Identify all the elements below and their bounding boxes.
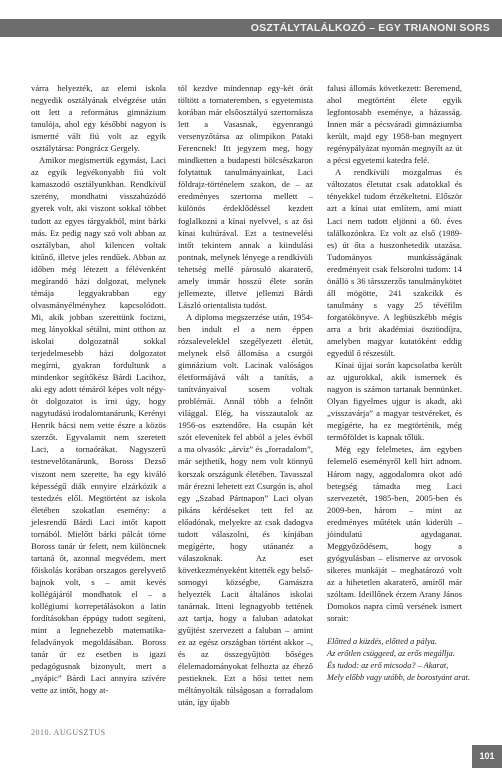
poem-line: Az erőtlen csüggeed, az erős megállja. — [327, 649, 455, 659]
paragraph: falusi állomás következett: Beremend, ahol megtörtént élete egyik legfontosabb eseménye, a házasság. Innen már a pécsváradi gimnáziumba került, majd egy 1958-ban megnyert regénypályázat nyomán megnyílt az út a pécsi egyetemi katedra felé. — [327, 83, 462, 166]
running-header-bar — [0, 19, 502, 37]
poem-line: És tudod: az erő micsoda? – Akarat, — [327, 661, 449, 671]
text-column-1 — [31, 82, 166, 696]
text-column-2 — [178, 82, 313, 708]
paragraph: várra helyezték, az elemi iskola negyedik osztályának elvégzése után ott lett a református gimnázium tanulója, ahol egy későbbi nagyon is ismertté vált fiú volt az egyik osztálytársa: Pongrácz Gergely. — [31, 83, 166, 154]
poem-line: Előtted a küzdés, előtted a pálya. — [327, 637, 437, 647]
page-number: 101 — [472, 745, 502, 768]
paragraph: A diploma megszerzése után, 1954-ben indult el a nem éppen rózsaleveleklel szegélyezett életút, melynek első állomása a csurgói gimnázium volt. Lacinak valóságos életformájává vált a tanítás, a tanítványaival sosem voltak problémái. Annál több a felnőtt világgal. Elég, ha visszautalok az 1956-os esztendőre. Ha csupán két szót elevenítek fel abból a jeles évből a ma olvasók: „árvíz” és „forradalom”, már sejthetik, hogy nem volt könnyű korszak országunk életében. Tavasszal már érezni lehetett ezt Csurgón is, ahol egy „Szabad Pártnapon” Laci olyan pikáns kérdéseket tett fel az előadónak, melyekre az csak dadogva tudott válaszolni, és kínjában megígérte, hogy utánanéz a válaszoknak. Az eset következményeként kitették egy belső-somogyi községbe, Gamászra helyezték Lacit általános iskolai tanárnak. Itteni legnagyobb tettének azt tartja, hogy a faluban adatokat gyűjtést szervezett a faluban – amint ez az egész országban történt akkor –, és az összegyűjtött bőséges élelemadományokat felhozta az éhező pestieknek. Ezt a hősi tettet nem méltányolták túlságosan a forradalom után, így újabb — [178, 311, 313, 708]
paragraph: Amikor megismertük egymást, Laci az egyik legvékonyabb fiú volt kamaszodó osztályunkban. Rendkívül szerény, mondhatni visszahúzódó gyerek volt, aki viszont sokkal többet tudott az egyes tárgyakból, mint bárki más. Ez pedig nagy szó volt abban az osztályban, ahol kilencen voltak kitűnő, illetve jeles rendűek. Abban az időben még létezett a félévenként megírandó házi dolgozat, melynek témája leggyakrabban egy olvasmányélményhez kapcsolódott. Mi, akik jobban szerettünk focizni, meg lányokkal sétálni, mint otthon az iskolai dolgozatnál sokkal terjedelmesebb házi dolgozatot megírni, gyakran fordultunk a mindenkor segítőkész Bárdi Lacihoz, aki egy adott témáról képes volt négy-öt dolgozatot is írni úgy, hogy nagytudású irodalomtanárunk, Kerényi Henrik bácsi nem vette észre a közös szerzőt. Egyvalamit nem szeretett Laci, a tornaórákat. Nagyszerű testnevelőtanárunk, Boross Dezső viszont nem szerette, ha egy kiváló képességű diák ennyire elzárkózik a testedzés elől. Megtörtént az iskola életében szokatlan esemény: a jelesrendű Bárdi Laci intőt kapott tornából. Mielőtt bárki pálcát törne Boross tanár úr felett, nem különcnek tartaná őt, azonnal megvédem, mert főiskolás korában orszagos gerelyvető bajnok volt, s – amit kevés kollégájáról mondhatok el – a kollégiumi korrepetálásokon a latin fordításokban éppúgy tudott segíteni, mint a legnehezebb matematika-feladványok megoldásában. Boross tanár úr ez esetben is igazi pedagógusnak bizonyult, mert a „nyápic” Bárdi Laci annyira szívére vette az intőt, hogy at- — [31, 155, 166, 696]
running-header-title: OSZTÁLYTALÁLKOZÓ – EGY TRIANONI SORS — [250, 22, 490, 34]
paragraph: A rendkívüli mozgalmas és változatos életutat csak adatokkal és tényekkel tudom érzékeltetni. Először azt a kínai utat említem, ami miatt Laci nem tudott eljönni a 60. éves találkozónkra. Ez volt az első (1989-es) út őta a huszonhetedik utazása. Tudományos munkásságának eredményeit csak felsorolni tudom: 14 önálló s 36 társszerzős tanulmánykötet áll mögötte, 241 szakcikk és tanulmány s vagy 25 tévéfilm forgatókönyve. A legbüszkébb mégis arra a brit akadémiai ösztöndíjra, amelyben magyar kutatóként eddig egyedül ő részesült. — [327, 167, 462, 359]
poem-line: Mely előbb vagy utóbb, de borostyánt arat. — [327, 673, 471, 683]
issue-date: 2010. AUGUSZTUS — [31, 728, 106, 737]
paragraph: Még egy felelmetes, ám egyben felemelő eseményről kell hírt adnom. Három nagy, aggodalomra okot adó betegség támadta meg Laci szervezetét, 1985-ben, 2005-ben és 2009-ben, három – mint az eredményes műtétek után kiderült – jóindulatú agydaganat. Meggyőződésem, hogy a gyógyulásban – elismerve az orvosok sikeres munkáját – meghatározó volt az a hihetetlen akaraterő, amiről már szóltam. Ideillőnek érzem Arany János Domokos napra című versének ismert sorait: — [327, 444, 462, 624]
paragraph: tól kezdve mindennap egy-két órát töltött a tornateremben, s egyetemista korában már elsőosztályú szertornásza lett a Vasasnak, egyenrangú versenyzőtársa az olimpikon Pataki Ferencnek! Itt jegyzem meg, hogy mindketten a budapesti bölcsészkaron folytattuk tanulmányainkat, Laci földrajz-történelem szakon, de – az eredményes szertorna mellett – különös érdeklődéssel kezdett foglalkozni a kínai nyelvvel, s az ősi kínai kultúrával. Ezt a testnevelési intőt tekintem annak a kiindulási pontnak, melynek lényege a rendkívüli tehetség mellé párosuló akaraterő, amely immár hosszú élete során jellemezte, illetve jellemzi Bárdi László orientalista tudóst. — [178, 83, 313, 310]
paragraph: Kínai újjai során kapcsolatba került az ujgurokkal, akik ismernek és nagyon is számon tartanak bennünket. Olyan figyelmes ujgur is akadt, aki „visszavárja” a magyar testvéreket, és megígérte, ha ez megtörténik, még termőföldet is kapnak tőlük. — [327, 360, 462, 443]
poem-quote — [327, 636, 471, 684]
text-column-3 — [327, 82, 471, 684]
